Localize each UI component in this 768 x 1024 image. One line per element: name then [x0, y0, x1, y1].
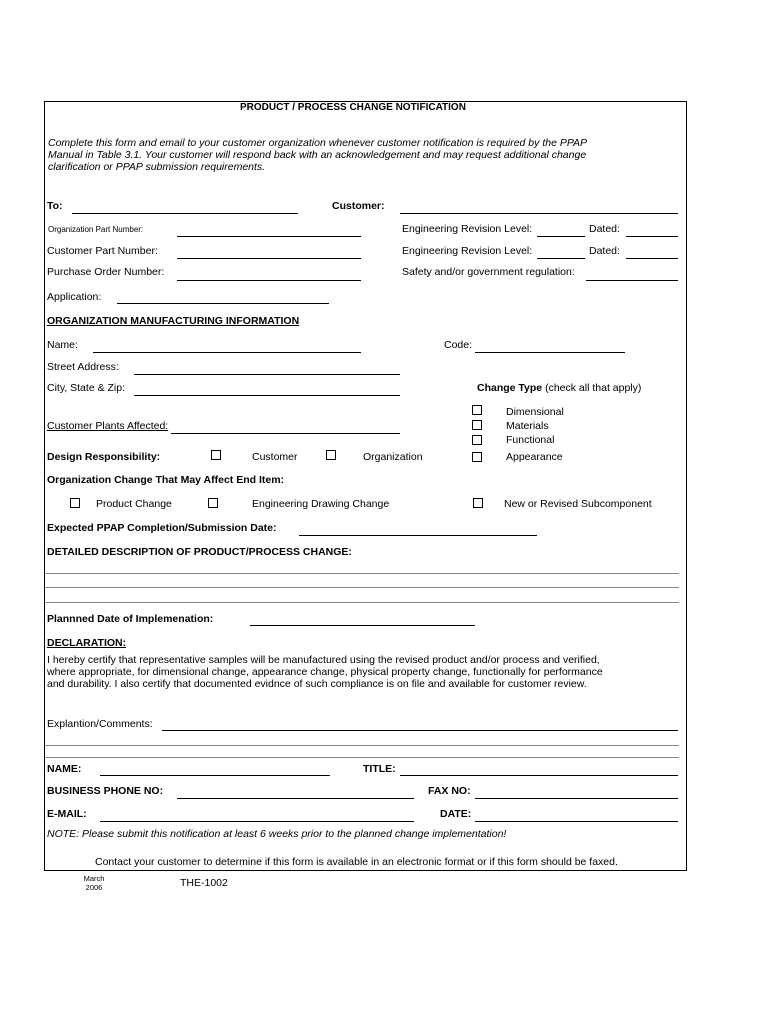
plants-affected-label: Customer Plants Affected: [47, 420, 169, 432]
dated-label-1: Dated: [589, 223, 620, 235]
product-change-label: Product Change [96, 498, 172, 510]
intro-line-1: Complete this form and email to your customer organization whenever customer notification is required by the PPAP [48, 137, 588, 149]
fax-label: FAX NO: [428, 785, 471, 797]
intro-line-2: Manual in Table 3.1. Your customer will respond back with an acknowledgement and may request additional change [48, 149, 587, 161]
comments-label: Explantion/Comments: [47, 718, 153, 730]
name-field[interactable] [100, 775, 330, 776]
safety-reg-field[interactable] [586, 280, 678, 281]
city-field[interactable] [134, 395, 400, 396]
eng-rev-level-label-1: Engineering Revision Level: [402, 223, 533, 235]
plants-affected-field[interactable] [171, 433, 400, 434]
ppap-date-label: Expected PPAP Completion/Submission Date: [47, 522, 277, 534]
footer-contact-text: Contact your customer to determine if this form is available in an electronic format or if this form should be faxed. [95, 856, 618, 868]
declaration-line-3: and durability. I also certify that documented evidnce of such compliance is on file and available for customer review. [47, 678, 587, 690]
form-frame [44, 101, 687, 871]
customer-part-number-label: Customer Part Number: [47, 245, 158, 257]
dimensional-label: Dimensional [506, 406, 564, 418]
po-number-field[interactable] [177, 280, 361, 281]
declaration-heading: DECLARATION: [47, 637, 127, 649]
appearance-label: Appearance [506, 451, 563, 463]
declaration-line-2: where appropriate, for dimensional change, appearance change, physical property change, functionally for performance [47, 666, 603, 678]
subcomponent-label: New or Revised Subcomponent [504, 498, 652, 510]
description-heading: DETAILED DESCRIPTION OF PRODUCT/PROCESS CHANGE: [47, 546, 352, 558]
dimensional-checkbox[interactable] [472, 405, 482, 415]
dated-field-1[interactable] [626, 236, 678, 237]
dated-label-2: Dated: [589, 245, 620, 257]
drawing-change-checkbox[interactable] [208, 498, 218, 508]
phone-label: BUSINESS PHONE NO: [47, 785, 164, 797]
functional-label: Functional [506, 434, 555, 446]
ppap-date-field[interactable] [299, 535, 537, 536]
change-type-label: Change Type (check all that apply) [477, 382, 642, 394]
date-field[interactable] [475, 821, 678, 822]
planned-date-field[interactable] [250, 625, 475, 626]
description-line-1[interactable] [45, 573, 679, 574]
comments-line-2[interactable] [45, 745, 679, 746]
mfg-info-heading: ORGANIZATION MANUFACTURING INFORMATION [47, 315, 300, 327]
org-part-number-field[interactable] [177, 236, 361, 237]
title-label: TITLE: [363, 763, 396, 775]
customer-part-number-field[interactable] [177, 258, 361, 259]
name-label: NAME: [47, 763, 82, 775]
street-label: Street Address: [47, 361, 119, 373]
declaration-line-1: I hereby certify that representative samples will be manufactured using the revised product and/or process and verified, [47, 654, 600, 666]
functional-checkbox[interactable] [472, 435, 482, 445]
product-change-checkbox[interactable] [70, 498, 80, 508]
email-label: E-MAIL: [47, 808, 87, 820]
to-field[interactable] [72, 213, 298, 214]
code-field[interactable] [475, 352, 625, 353]
footer-code: THE-1002 [180, 877, 228, 889]
design-organization-checkbox[interactable] [326, 450, 336, 460]
mfg-name-field[interactable] [93, 352, 361, 353]
title-field[interactable] [400, 775, 678, 776]
org-change-label: Organization Change That May Affect End Item: [47, 474, 285, 486]
to-label: To: [47, 200, 63, 212]
eng-rev-level-label-2: Engineering Revision Level: [402, 245, 533, 257]
planned-date-label: Plannned Date of Implemenation: [47, 613, 214, 625]
city-label: City, State & Zip: [47, 382, 125, 394]
application-field[interactable] [117, 303, 329, 304]
eng-rev-level-field-1[interactable] [537, 236, 585, 237]
application-label: Application: [47, 291, 102, 303]
street-field[interactable] [134, 374, 400, 375]
design-customer-label: Customer [252, 451, 298, 463]
safety-reg-label: Safety and/or government regulation: [402, 266, 575, 278]
appearance-checkbox[interactable] [472, 452, 482, 462]
email-field[interactable] [100, 821, 414, 822]
subcomponent-checkbox[interactable] [473, 498, 483, 508]
customer-label: Customer: [332, 200, 385, 212]
materials-label: Materials [506, 420, 549, 432]
comments-line-3[interactable] [45, 757, 679, 758]
design-responsibility-label: Design Responsibility: [47, 451, 161, 463]
fax-field[interactable] [475, 798, 678, 799]
comments-field[interactable] [162, 730, 678, 731]
intro-line-3: clarification or PPAP submission requirements. [48, 161, 266, 173]
eng-rev-level-field-2[interactable] [537, 258, 585, 259]
note-text: NOTE: Please submit this notification at least 6 weeks prior to the planned change implementation! [47, 828, 507, 840]
dated-field-2[interactable] [626, 258, 678, 259]
description-line-3[interactable] [45, 602, 679, 603]
org-part-number-label: Organization Part Number: [48, 225, 144, 234]
phone-field[interactable] [177, 798, 414, 799]
mfg-name-label: Name: [47, 339, 78, 351]
design-organization-label: Organization [363, 451, 423, 463]
materials-checkbox[interactable] [472, 420, 482, 430]
footer-date: March 2006 [83, 874, 105, 892]
description-line-2[interactable] [45, 587, 679, 588]
date-label: DATE: [440, 808, 472, 820]
customer-field[interactable] [400, 213, 678, 214]
code-label: Code: [444, 339, 473, 351]
design-customer-checkbox[interactable] [211, 450, 221, 460]
form-title: PRODUCT / PROCESS CHANGE NOTIFICATION [240, 102, 466, 113]
po-number-label: Purchase Order Number: [47, 266, 165, 278]
drawing-change-label: Engineering Drawing Change [252, 498, 390, 510]
